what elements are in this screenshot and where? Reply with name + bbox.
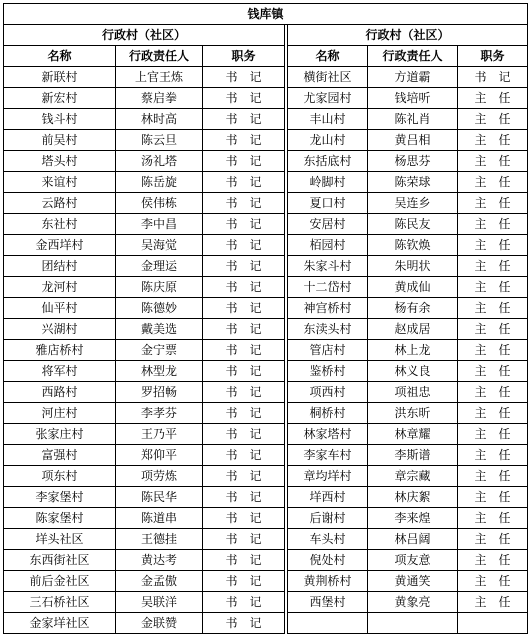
right-role: 主 任 xyxy=(458,277,528,298)
right-village-name: 章均垟村 xyxy=(288,466,368,487)
right-leader-name: 林章耀 xyxy=(368,424,458,445)
right-leader-name: 方道霸 xyxy=(368,67,458,88)
left-role: 书 记 xyxy=(203,424,285,445)
right-village-name: 栢园村 xyxy=(288,235,368,256)
left-role: 书 记 xyxy=(203,256,285,277)
right-leader-name: 朱明状 xyxy=(368,256,458,277)
right-village-name: 安居村 xyxy=(288,214,368,235)
right-role xyxy=(458,613,528,634)
left-role: 书 记 xyxy=(203,550,285,571)
right-role: 主 任 xyxy=(458,319,528,340)
right-leader-name: 黄成仙 xyxy=(368,277,458,298)
right-village-name: 垟西村 xyxy=(288,487,368,508)
right-leader-name: 杨有余 xyxy=(368,298,458,319)
left-role: 书 记 xyxy=(203,508,285,529)
left-leader-name: 项劳炼 xyxy=(116,466,203,487)
left-village-name: 金西垟村 xyxy=(4,235,116,256)
right-role: 主 任 xyxy=(458,361,528,382)
left-leader-name: 陈民华 xyxy=(116,487,203,508)
right-role: 书 记 xyxy=(458,67,528,88)
right-role: 主 任 xyxy=(458,424,528,445)
left-leader-name: 陈岳旋 xyxy=(116,172,203,193)
right-village-name: 丰山村 xyxy=(288,109,368,130)
right-leader-name: 林义良 xyxy=(368,361,458,382)
left-leader-name: 陈德妙 xyxy=(116,298,203,319)
right-role: 主 任 xyxy=(458,571,528,592)
left-village-name: 三石桥社区 xyxy=(4,592,116,613)
left-role: 书 记 xyxy=(203,130,285,151)
left-leader-name: 李中昌 xyxy=(116,214,203,235)
right-leader-name: 陈荣球 xyxy=(368,172,458,193)
right-village-name: 项西村 xyxy=(288,382,368,403)
right-leader-header: 行政责任人 xyxy=(368,46,458,67)
table-row xyxy=(4,109,528,130)
right-village-name: 尤家园村 xyxy=(288,88,368,109)
left-role: 书 记 xyxy=(203,298,285,319)
right-leader-name: 李斯谱 xyxy=(368,445,458,466)
left-village-name: 塔头村 xyxy=(4,151,116,172)
left-leader-name: 林型龙 xyxy=(116,361,203,382)
left-village-name: 李家堡村 xyxy=(4,487,116,508)
left-role: 书 记 xyxy=(203,592,285,613)
right-village-name: 黄荆桥村 xyxy=(288,571,368,592)
left-village-name: 张家庄村 xyxy=(4,424,116,445)
right-village-name: 鉴桥村 xyxy=(288,361,368,382)
right-role: 主 任 xyxy=(458,445,528,466)
right-leader-name: 吴连乡 xyxy=(368,193,458,214)
table-row xyxy=(4,361,528,382)
right-village-name xyxy=(288,613,368,634)
left-village-name: 仙平村 xyxy=(4,298,116,319)
right-leader-name: 章宗藏 xyxy=(368,466,458,487)
table-row xyxy=(4,466,528,487)
table-row xyxy=(4,256,528,277)
left-village-name: 雅店桥村 xyxy=(4,340,116,361)
right-leader-name: 黄吕相 xyxy=(368,130,458,151)
table-row xyxy=(4,277,528,298)
left-leader-name: 汤礼塔 xyxy=(116,151,203,172)
left-leader-name: 金孟傲 xyxy=(116,571,203,592)
table-row xyxy=(4,445,528,466)
right-role: 主 任 xyxy=(458,214,528,235)
table-row xyxy=(4,403,528,424)
right-role: 主 任 xyxy=(458,529,528,550)
right-village-name: 后谢村 xyxy=(288,508,368,529)
right-leader-name: 陈民友 xyxy=(368,214,458,235)
left-role: 书 记 xyxy=(203,277,285,298)
left-leader-header: 行政责任人 xyxy=(116,46,203,67)
right-village-name: 朱家斗村 xyxy=(288,256,368,277)
left-leader-name: 陈云旦 xyxy=(116,130,203,151)
right-village-name: 龙山村 xyxy=(288,130,368,151)
right-village-name: 桐桥村 xyxy=(288,403,368,424)
left-village-name: 富强村 xyxy=(4,445,116,466)
table-row xyxy=(4,88,528,109)
left-leader-name: 黄达考 xyxy=(116,550,203,571)
left-village-name: 垟头社区 xyxy=(4,529,116,550)
left-role: 书 记 xyxy=(203,382,285,403)
table-row xyxy=(4,235,528,256)
right-village-name: 西堡村 xyxy=(288,592,368,613)
left-village-name: 陈家堡村 xyxy=(4,508,116,529)
left-leader-name: 金联赞 xyxy=(116,613,203,634)
left-leader-name: 王乃平 xyxy=(116,424,203,445)
left-role: 书 记 xyxy=(203,151,285,172)
right-role: 主 任 xyxy=(458,109,528,130)
right-group-header: 行政村（社区） xyxy=(288,25,528,46)
right-leader-name: 钱培听 xyxy=(368,88,458,109)
left-leader-name: 罗招畅 xyxy=(116,382,203,403)
table-row xyxy=(4,151,528,172)
right-village-name: 李家车村 xyxy=(288,445,368,466)
left-village-name: 来谊村 xyxy=(4,172,116,193)
right-role: 主 任 xyxy=(458,256,528,277)
left-village-name: 兴湖村 xyxy=(4,319,116,340)
right-role: 主 任 xyxy=(458,298,528,319)
left-village-name: 东社村 xyxy=(4,214,116,235)
left-leader-name: 陈庆原 xyxy=(116,277,203,298)
left-role-header: 职务 xyxy=(203,46,285,67)
left-role: 书 记 xyxy=(203,529,285,550)
right-leader-name: 林庆絮 xyxy=(368,487,458,508)
right-role: 主 任 xyxy=(458,130,528,151)
left-village-name: 西路村 xyxy=(4,382,116,403)
right-leader-name: 黄通笑 xyxy=(368,571,458,592)
table-row xyxy=(4,298,528,319)
right-village-name: 东渎头村 xyxy=(288,319,368,340)
right-role: 主 任 xyxy=(458,88,528,109)
right-leader-name: 项祖忠 xyxy=(368,382,458,403)
left-leader-name: 郑仰平 xyxy=(116,445,203,466)
right-role-header: 职务 xyxy=(458,46,528,67)
right-role: 主 任 xyxy=(458,508,528,529)
left-leader-name: 侯伟栋 xyxy=(116,193,203,214)
right-village-name: 十二岱村 xyxy=(288,277,368,298)
left-role: 书 记 xyxy=(203,172,285,193)
left-village-name: 前吴村 xyxy=(4,130,116,151)
left-village-name: 团结村 xyxy=(4,256,116,277)
right-name-header: 名称 xyxy=(288,46,368,67)
left-role: 书 记 xyxy=(203,361,285,382)
right-role: 主 任 xyxy=(458,382,528,403)
left-role: 书 记 xyxy=(203,613,285,634)
left-role: 书 记 xyxy=(203,214,285,235)
table-row xyxy=(4,592,528,613)
left-leader-name: 蔡启拳 xyxy=(116,88,203,109)
left-leader-name: 李孝芬 xyxy=(116,403,203,424)
right-village-name: 车头村 xyxy=(288,529,368,550)
left-role: 书 记 xyxy=(203,445,285,466)
left-role: 书 记 xyxy=(203,88,285,109)
left-village-name: 龙河村 xyxy=(4,277,116,298)
left-village-name: 前后金社区 xyxy=(4,571,116,592)
table-row xyxy=(4,67,528,88)
right-village-name: 神宫桥村 xyxy=(288,298,368,319)
right-leader-name: 杨思芬 xyxy=(368,151,458,172)
left-leader-name: 吴联洋 xyxy=(116,592,203,613)
right-role: 主 任 xyxy=(458,235,528,256)
left-role: 书 记 xyxy=(203,466,285,487)
left-leader-name: 吴海觉 xyxy=(116,235,203,256)
right-village-name: 夏口村 xyxy=(288,193,368,214)
table-body xyxy=(4,67,528,634)
right-role: 主 任 xyxy=(458,403,528,424)
right-leader-name: 林吕阔 xyxy=(368,529,458,550)
left-village-name: 新联村 xyxy=(4,67,116,88)
right-role: 主 任 xyxy=(458,151,528,172)
right-village-name: 林家塔村 xyxy=(288,424,368,445)
left-leader-name: 金理运 xyxy=(116,256,203,277)
village-leaders-table xyxy=(3,3,528,634)
table-row xyxy=(4,214,528,235)
table-row xyxy=(4,382,528,403)
right-leader-name: 赵成居 xyxy=(368,319,458,340)
left-village-name: 河庄村 xyxy=(4,403,116,424)
right-village-name: 管店村 xyxy=(288,340,368,361)
table-row xyxy=(4,508,528,529)
right-role: 主 任 xyxy=(458,487,528,508)
table-row xyxy=(4,193,528,214)
right-role: 主 任 xyxy=(458,172,528,193)
right-leader-name: 林上龙 xyxy=(368,340,458,361)
left-village-name: 新宏村 xyxy=(4,88,116,109)
table-title: 钱库镇 xyxy=(4,4,528,25)
table-row xyxy=(4,172,528,193)
left-village-name: 钱斗村 xyxy=(4,109,116,130)
left-leader-name: 上官王炼 xyxy=(116,67,203,88)
left-name-header: 名称 xyxy=(4,46,116,67)
right-leader-name: 项友意 xyxy=(368,550,458,571)
right-village-name: 横街社区 xyxy=(288,67,368,88)
right-role: 主 任 xyxy=(458,466,528,487)
table-row xyxy=(4,550,528,571)
right-role: 主 任 xyxy=(458,340,528,361)
left-role: 书 记 xyxy=(203,235,285,256)
right-leader-name: 陈钦焕 xyxy=(368,235,458,256)
left-village-name: 将军村 xyxy=(4,361,116,382)
right-role: 主 任 xyxy=(458,550,528,571)
left-role: 书 记 xyxy=(203,67,285,88)
left-leader-name: 金宁票 xyxy=(116,340,203,361)
table-row xyxy=(4,424,528,445)
table-row xyxy=(4,571,528,592)
right-village-name: 岭脚村 xyxy=(288,172,368,193)
right-village-name: 东括底村 xyxy=(288,151,368,172)
right-leader-name: 洪东昕 xyxy=(368,403,458,424)
table-row xyxy=(4,529,528,550)
left-role: 书 记 xyxy=(203,403,285,424)
left-leader-name: 林时高 xyxy=(116,109,203,130)
left-leader-name: 王德挂 xyxy=(116,529,203,550)
right-leader-name: 陈礼肖 xyxy=(368,109,458,130)
table-row xyxy=(4,613,528,634)
left-village-name: 项东村 xyxy=(4,466,116,487)
right-role: 主 任 xyxy=(458,592,528,613)
left-role: 书 记 xyxy=(203,340,285,361)
left-village-name: 东西街社区 xyxy=(4,550,116,571)
right-leader-name: 李来煌 xyxy=(368,508,458,529)
right-leader-name: 黄象亮 xyxy=(368,592,458,613)
right-role: 主 任 xyxy=(458,193,528,214)
left-role: 书 记 xyxy=(203,487,285,508)
left-village-name: 云路村 xyxy=(4,193,116,214)
left-village-name: 金家垟社区 xyxy=(4,613,116,634)
table-row xyxy=(4,130,528,151)
left-role: 书 记 xyxy=(203,193,285,214)
left-group-header: 行政村（社区） xyxy=(4,25,285,46)
right-village-name: 倪处村 xyxy=(288,550,368,571)
left-leader-name: 陈道串 xyxy=(116,508,203,529)
left-role: 书 记 xyxy=(203,319,285,340)
right-leader-name xyxy=(368,613,458,634)
table-row xyxy=(4,340,528,361)
left-leader-name: 戴美选 xyxy=(116,319,203,340)
left-role: 书 记 xyxy=(203,109,285,130)
table-row xyxy=(4,487,528,508)
table-row xyxy=(4,319,528,340)
left-role: 书 记 xyxy=(203,571,285,592)
